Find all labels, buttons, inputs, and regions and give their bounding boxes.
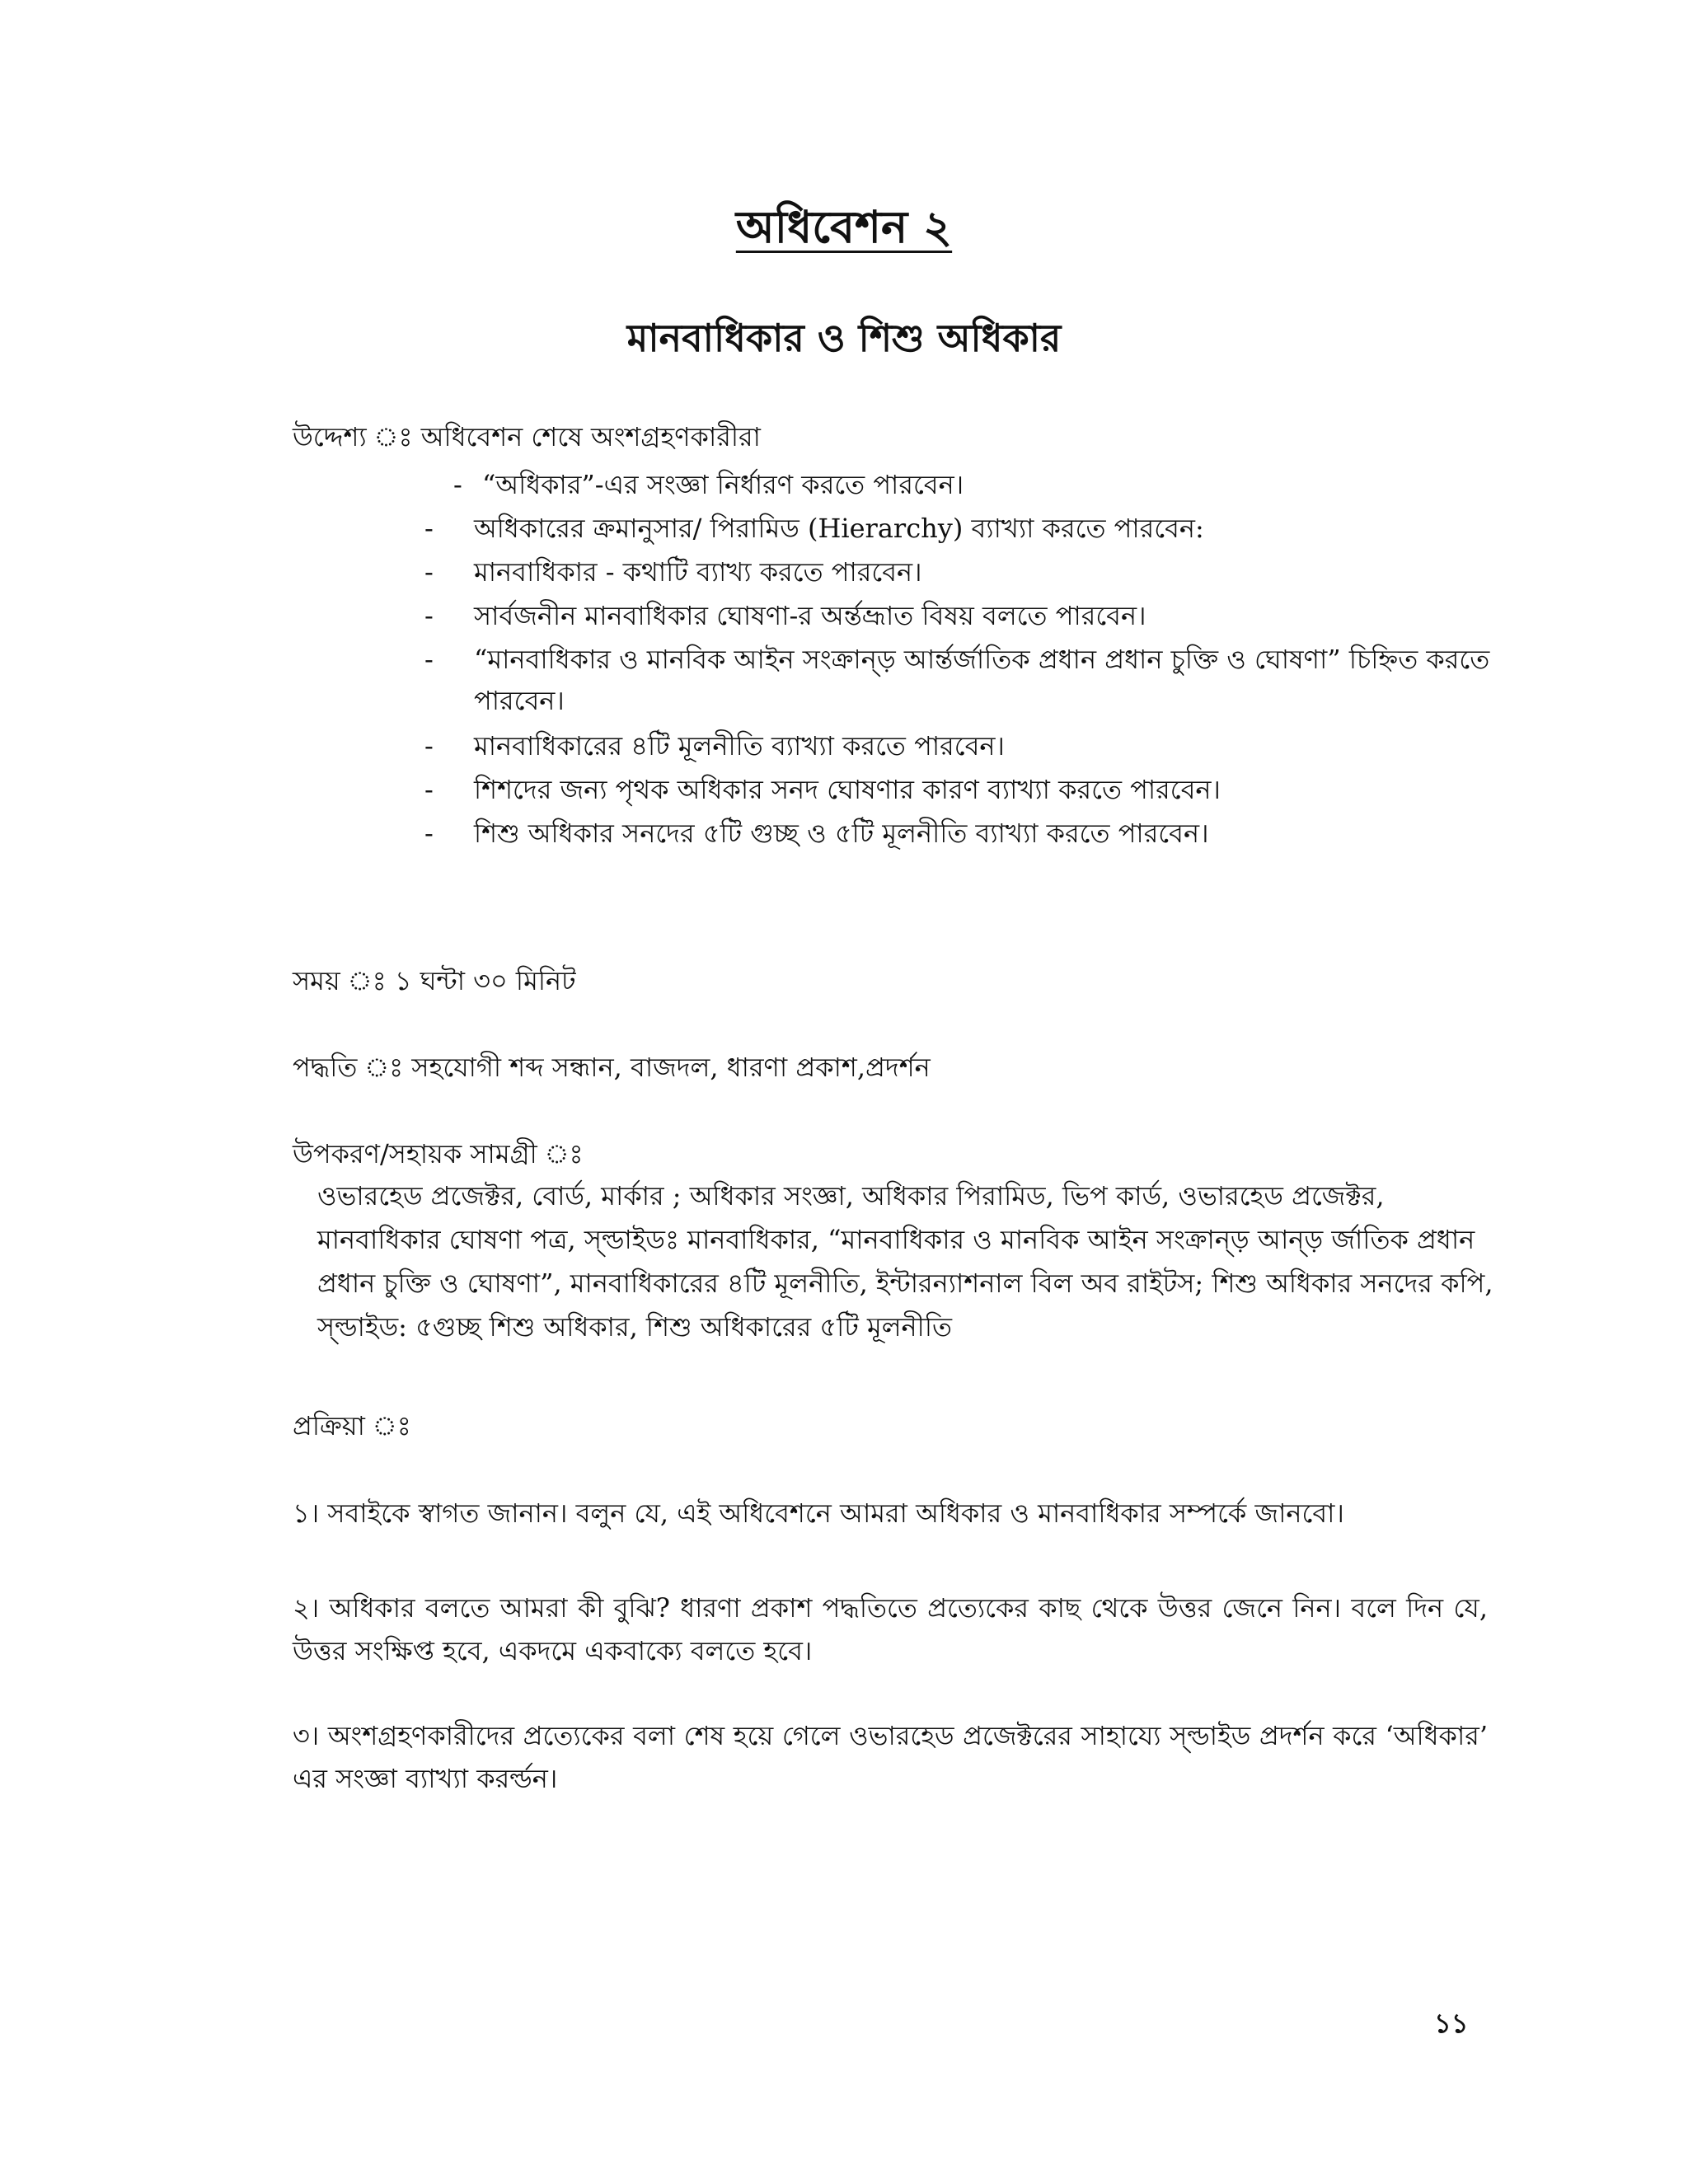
objective-text: সার্বজনীন মানবাধিকার ঘোষণা-র অর্ন্তভ্রূাত বিষয় বলতে পারবেন। bbox=[474, 600, 1146, 631]
objective-item bbox=[424, 551, 1496, 595]
procedure-step: ২। অধিকার বলতে আমরা কী বুঝি? ধারণা প্রকাশ পদ্ধতিতে প্রত্যেকের কাছ থেকে উত্তর জেনে নিন। বলে দিন যে, উত্তর সংক্ষিপ্ত হবে, একদমে একবাক্যে বলতে হবে। bbox=[293, 1592, 1488, 1666]
session-title-text: অধিবেশন ২ bbox=[735, 200, 953, 253]
session-time: সময় ঃ ১ ঘন্টা ৩০ মিনিট bbox=[293, 965, 576, 996]
list-dash: - bbox=[424, 600, 434, 631]
objective-item bbox=[424, 813, 1496, 856]
procedure-step: ৩। অংশগ্রহণকারীদের প্রত্যেকের বলা শেষ হয়ে গেলে ওভারহেড প্রজেক্টরের সাহায্যে স্ল্ডাইড প্রদর্শন করে ‘অধিকার’ এর সংজ্ঞা ব্যাখ্যা করর্ল্ডন। bbox=[293, 1720, 1488, 1794]
session-subtitle: মানবাধিকার ও শিশু অধিকার bbox=[626, 316, 1062, 360]
list-dash: - bbox=[424, 774, 434, 805]
list-dash: - bbox=[424, 730, 434, 762]
session-title bbox=[0, 194, 1688, 260]
list-dash: - bbox=[424, 556, 434, 588]
procedure-step: ১। সবাইকে স্বাগত জানান। বলুন যে, এই অধিবেশনে আমরা অধিকার ও মানবাধিকার সম্পর্কে জানবো। bbox=[293, 1497, 1344, 1529]
objective-text: মানবাধিকারের ৪টি মূলনীতি ব্যাখ্যা করতে পারবেন। bbox=[474, 730, 1005, 762]
objective-text: “মানবাধিকার ও মানবিক আইন সংক্রান্ড় আর্ন্তর্জাতিক প্রধান প্রধান চুক্তি ও ঘোষণা” চিহ্নিত করতে পারবেন। bbox=[474, 644, 1490, 716]
objective-item bbox=[424, 639, 1496, 725]
objectives-list bbox=[424, 464, 1496, 856]
list-dash: - bbox=[453, 469, 462, 500]
page-number: ১১ bbox=[1434, 2008, 1469, 2039]
list-dash: - bbox=[424, 818, 434, 849]
list-dash: - bbox=[424, 644, 434, 675]
session-method: পদ্ধতি ঃ সহযোগী শব্দ সন্ধান, বাজদল, ধারণা প্রকাশ,প্রদর্শন bbox=[293, 1052, 931, 1083]
objective-item bbox=[424, 508, 1496, 551]
objective-text: অধিকারের ক্রমানুসার/ পিরামিড (Hierarchy) ব্যাখ্যা করতে পারবেন: bbox=[474, 513, 1204, 544]
materials-label: উপকরণ/সহায়ক সামগ্রী ঃ bbox=[293, 1138, 584, 1169]
objective-item bbox=[424, 725, 1496, 769]
objective-item bbox=[424, 595, 1496, 639]
objective-item bbox=[424, 769, 1496, 813]
objectives-label: উদ্দেশ্য ঃ অধিবেশন শেষে অংশগ্রহণকারীরা bbox=[293, 421, 761, 452]
objective-item bbox=[424, 464, 1496, 508]
objective-text: মানবাধিকার - কথাটি ব্যাখ্য করতে পারবেন। bbox=[474, 556, 922, 588]
objective-text: “অধিকার”-এর সংজ্ঞা নির্ধারণ করতে পারবেন। bbox=[482, 469, 964, 500]
objective-text: শিশু অধিকার সনদের ৫টি গুচ্ছ ও ৫টি মূলনীতি ব্যাখ্যা করতে পারবেন। bbox=[474, 818, 1209, 849]
objective-text: শিশদের জন্য পৃথক অধিকার সনদ ঘোষণার কারণ ব্যাখ্যা করতে পারবেন। bbox=[474, 774, 1221, 805]
materials-text: ওভারহেড প্রজেক্টর, বোর্ড, মার্কার ; অধিকার সংজ্ঞা, অধিকার পিরামিড, ভিপ কার্ড, ওভারহেড প্রজেক্টর, মানবাধিকার ঘোষণা পত্র, স্ল্ডাইডঃ মানবাধিকার, “মানবাধিকার ও মানবিক আইন সংক্রান্ড় আন্ড় র্জাতিক প্রধান প্রধান চুক্তি ও ঘোষণা”, মানবাধিকারের ৪টি মূলনীতি, ইন্টারন্যাশনাল বিল অব রাইটস; শিশু অধিকার সনদের কপি, স্ল্ডাইড: ৫গুচ্ছ শিশু অধিকার, শিশু অধিকারের ৫টি মূলনীতি bbox=[317, 1180, 1493, 1343]
list-dash: - bbox=[424, 513, 434, 544]
procedure-label: প্রক্রিয়া ঃ bbox=[293, 1410, 411, 1441]
